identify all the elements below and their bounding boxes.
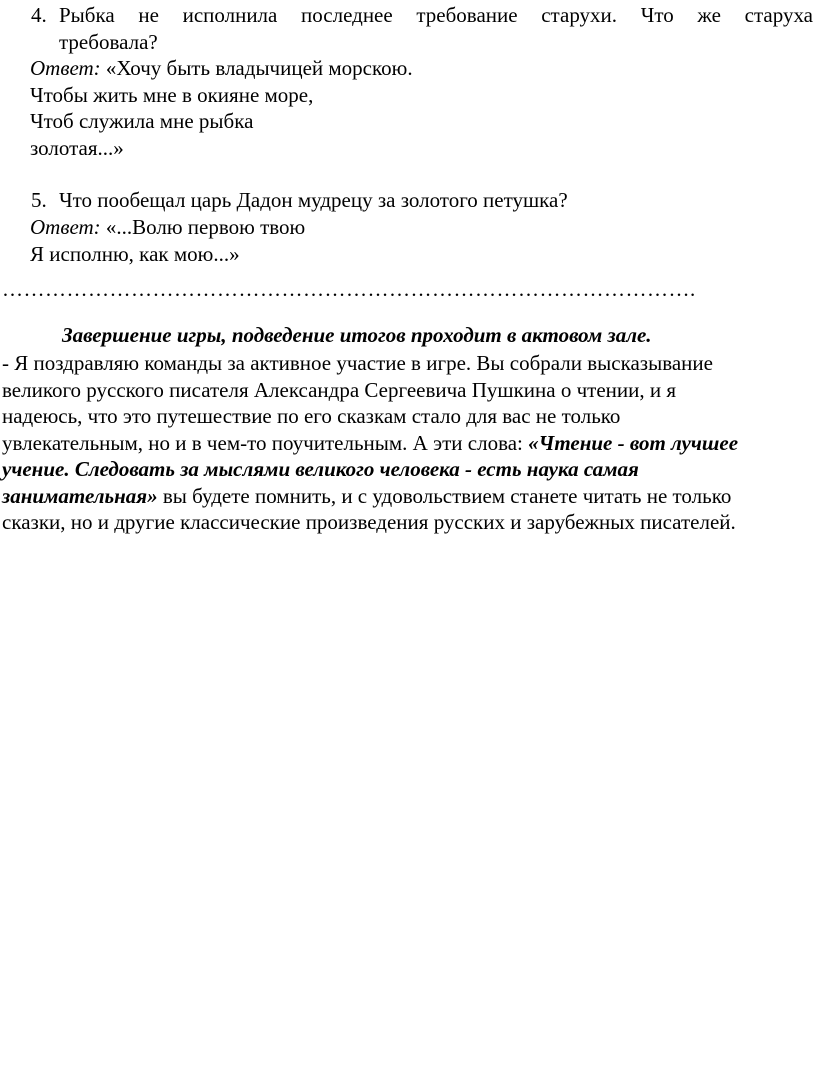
question-5-number: 5. xyxy=(31,188,47,212)
paragraph-line-7: сказки, но и другие классические произведения русских и зарубежных писателей. xyxy=(2,510,736,534)
answer-5-line-2: Я исполню, как мою...» xyxy=(30,241,240,266)
closing-heading: Завершение игры, подведение итогов проходит в актовом зале. xyxy=(62,323,652,347)
dotted-separator: ……………………………………………………………………………………. xyxy=(2,277,696,301)
paragraph-line-6-text: вы будете помнить, и с удовольствием станете читать не только xyxy=(157,483,732,508)
question-4-text-cont: требовала? xyxy=(59,29,158,54)
paragraph-line-4-text: увлекательным, но и в чем-то поучительным. А эти слова: xyxy=(2,430,529,455)
pushkin-quote-end: занимательная» xyxy=(2,483,158,508)
question-4-number: 4. xyxy=(31,3,47,27)
paragraph-line-1: - Я поздравляю команды за активное участие в игре. Вы собрали высказывание xyxy=(2,351,713,375)
question-4-text: Рыбка не исполнила последнее требование старухи. Что же старуха xyxy=(59,3,813,27)
closing-paragraph xyxy=(2,350,812,536)
answer-4-label: Ответ: xyxy=(30,56,101,80)
answer-5-label: Ответ: xyxy=(30,215,101,239)
paragraph-line-6 xyxy=(2,483,812,510)
paragraph-line-4 xyxy=(2,430,812,457)
pushkin-quote-middle: учение. Следовать за мыслями великого человека - есть наука самая xyxy=(2,457,639,481)
answer-5-text-1: «...Волю первою твою xyxy=(100,215,306,239)
answer-4-line-3: Чтоб служила мне рыбка xyxy=(30,109,254,133)
answer-4-line-2: Чтобы жить мне в окияне море, xyxy=(30,82,314,107)
answer-4-text-1: «Хочу быть владычицей морскою. xyxy=(100,56,413,80)
answer-4-line-1 xyxy=(30,55,413,82)
answer-5-line-1 xyxy=(30,214,305,241)
paragraph-line-3: надеюсь, что это путешествие по его сказкам стало для вас не только xyxy=(2,404,621,428)
answer-4-line-4: золотая...» xyxy=(30,135,124,160)
paragraph-line-2: великого русского писателя Александра Сергеевича Пушкина о чтении, и я xyxy=(2,377,677,402)
question-5-text: Что пообещал царь Дадон мудрецу за золотого петушка? xyxy=(59,188,568,212)
pushkin-quote-start: «Чтение - вот лучшее xyxy=(528,430,739,455)
